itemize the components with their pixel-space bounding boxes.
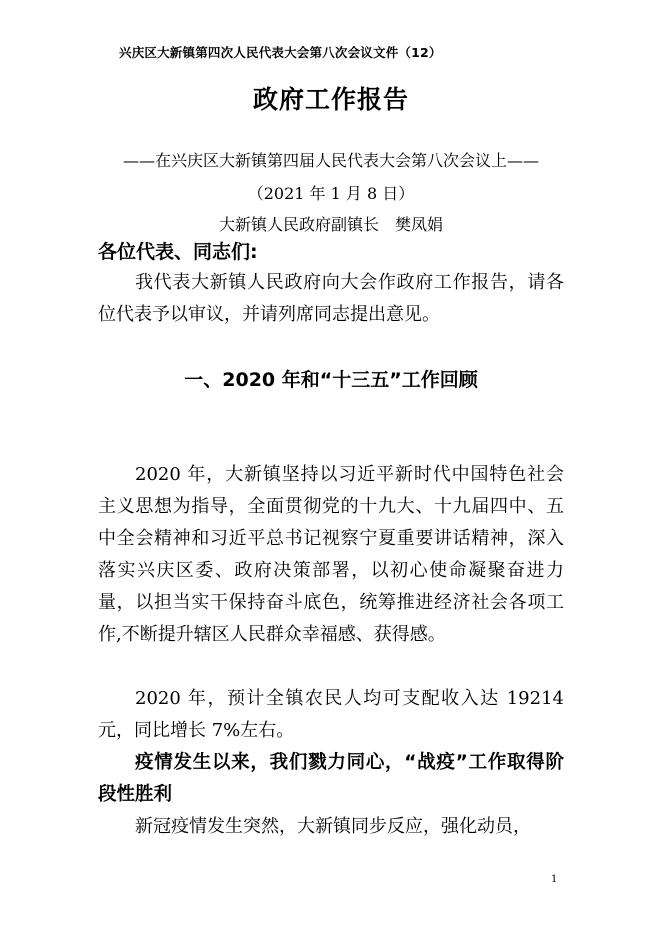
speaker-line: 大新镇人民政府副镇长 樊凤娟 xyxy=(218,215,443,234)
document-header: 兴庆区大新镇第四次人民代表大会第八次会议文件（12） xyxy=(119,45,442,60)
meeting-subtitle: ——在兴庆区大新镇第四届人民代表大会第八次会议上—— xyxy=(122,151,539,170)
report-title: 政府工作报告 xyxy=(252,85,409,114)
epidemic-subheading: 疫情发生以来，我们戮力同心，“战疫”工作取得阶段性胜利 xyxy=(98,752,564,805)
salutation: 各位代表、同志们: xyxy=(98,241,258,263)
review-paragraph: 2020 年，大新镇坚持以习近平新时代中国特色社会主义思想为指导，全面贯彻党的十九大、十九届四中、五中全会精神和习近平总书记视察宁夏重要讲话精神，深入落实兴庆区委、政府决策部署，以初心使命凝聚奋进力量，以担当实干保持奋斗底色，统筹推进经济社会各项工作,不断提升辖区人民群众幸福感、获得感。 xyxy=(98,464,564,645)
report-date: （2021 年 1 月 8 日） xyxy=(247,184,415,203)
epidemic-paragraph: 新冠疫情发生突然，大新镇同步反应，强化动员， xyxy=(135,816,531,837)
intro-paragraph: 我代表大新镇人民政府向大会作政府工作报告，请各位代表予以审议，并请列席同志提出意见。 xyxy=(98,272,564,325)
page-number: 1 xyxy=(551,874,558,885)
income-paragraph: 2020 年，预计全镇农民人均可支配收入达 19214 元，同比增长 7%左右。 xyxy=(98,688,564,741)
section-heading: 一、2020 年和“十三五”工作回顾 xyxy=(184,369,478,391)
